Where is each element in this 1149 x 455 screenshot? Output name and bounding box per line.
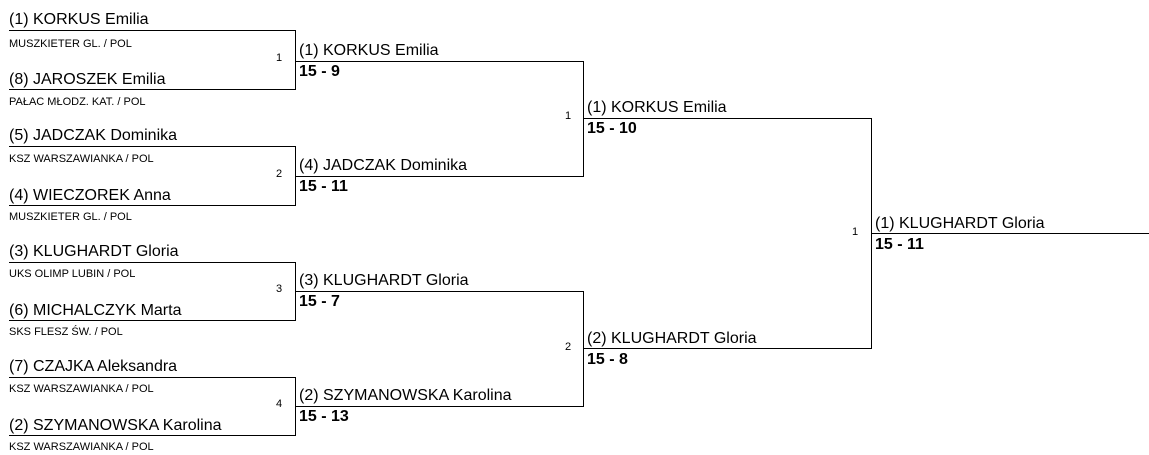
entrant-club-6: SKS FLESZ ŚW. / POL <box>9 326 123 338</box>
bracket-line <box>9 435 296 436</box>
entrant-name-4: (4) WIECZOREK Anna <box>9 187 171 204</box>
bracket-line <box>9 30 296 31</box>
entrant-name-8: (2) SZYMANOWSKA Karolina <box>9 417 222 434</box>
bracket-line <box>584 118 872 119</box>
bracket-line <box>295 30 296 90</box>
semifinal-winner-name-2: (2) KLUGHARDT Gloria <box>587 330 757 347</box>
match-number: 2 <box>565 341 572 353</box>
bracket-line <box>296 176 584 177</box>
bracket-line <box>9 262 296 263</box>
entrant-club-2: PAŁAC MŁODZ. KAT. / POL <box>9 96 146 108</box>
entrant-name-5: (3) KLUGHARDT Gloria <box>9 243 179 260</box>
semifinal-winner-name-1: (1) KORKUS Emilia <box>587 99 727 116</box>
match-number: 4 <box>276 398 283 410</box>
bracket-line <box>872 233 1149 234</box>
entrant-club-3: KSZ WARSZAWIANKA / POL <box>9 153 154 165</box>
bracket-line <box>9 89 296 90</box>
bracket-line <box>296 61 584 62</box>
final-score: 15 - 11 <box>875 236 924 253</box>
match-number: 3 <box>276 283 283 295</box>
entrant-club-1: MUSZKIETER GL. / POL <box>9 38 132 50</box>
bracket-line <box>583 291 584 407</box>
quarterfinal-score-4: 15 - 13 <box>299 408 349 425</box>
entrant-name-3: (5) JADCZAK Dominika <box>9 127 178 144</box>
bracket-line <box>9 205 296 206</box>
bracket-line <box>583 61 584 177</box>
bracket-line <box>9 320 296 321</box>
match-number: 1 <box>565 110 572 122</box>
entrant-club-4: MUSZKIETER GL. / POL <box>9 211 132 223</box>
quarterfinal-score-1: 15 - 9 <box>299 63 340 80</box>
entrant-club-8: KSZ WARSZAWIANKA / POL <box>9 441 154 453</box>
bracket-line <box>296 291 584 292</box>
quarterfinal-score-3: 15 - 7 <box>299 293 340 310</box>
bracket-line <box>296 406 584 407</box>
tournament-winner-name: (1) KLUGHARDT Gloria <box>875 215 1045 232</box>
quarterfinal-winner-name-2: (4) JADCZAK Dominika <box>299 157 468 174</box>
match-number: 1 <box>276 52 283 64</box>
entrant-name-2: (8) JAROSZEK Emilia <box>9 71 166 88</box>
quarterfinal-winner-name-4: (2) SZYMANOWSKA Karolina <box>299 387 512 404</box>
quarterfinal-score-2: 15 - 11 <box>299 178 348 195</box>
semifinal-score-2: 15 - 8 <box>587 351 628 368</box>
entrant-club-7: KSZ WARSZAWIANKA / POL <box>9 383 154 395</box>
entrant-club-5: UKS OLIMP LUBIN / POL <box>9 268 136 280</box>
match-number: 1 <box>852 226 859 238</box>
match-number: 2 <box>276 168 283 180</box>
entrant-name-6: (6) MICHALCZYK Marta <box>9 302 182 319</box>
entrant-name-1: (1) KORKUS Emilia <box>9 11 149 28</box>
semifinal-score-1: 15 - 10 <box>587 120 637 137</box>
bracket-line <box>9 146 296 147</box>
quarterfinal-winner-name-3: (3) KLUGHARDT Gloria <box>299 272 469 289</box>
entrant-name-7: (7) CZAJKA Aleksandra <box>9 358 178 375</box>
bracket-line <box>9 377 296 378</box>
quarterfinal-winner-name-1: (1) KORKUS Emilia <box>299 42 439 59</box>
bracket-line <box>584 348 872 349</box>
